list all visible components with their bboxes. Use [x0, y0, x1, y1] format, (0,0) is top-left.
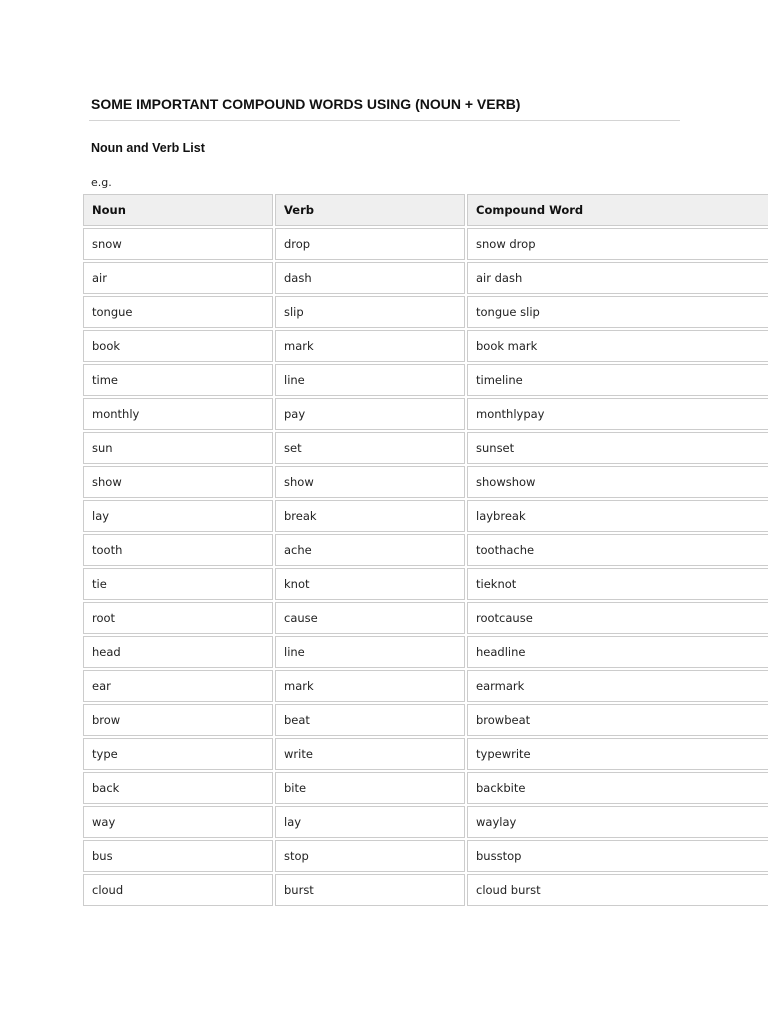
- compound-words-table: [81, 192, 768, 908]
- compound-word-cell: showshow: [467, 466, 768, 498]
- compound-word-cell: sunset: [467, 432, 768, 464]
- document-title: SOME IMPORTANT COMPOUND WORDS USING (NOUN + VERB): [91, 96, 521, 112]
- table-row: [83, 738, 768, 770]
- verb-cell: beat: [275, 704, 465, 736]
- noun-cell: type: [83, 738, 273, 770]
- noun-cell: monthly: [83, 398, 273, 430]
- table-row: [83, 296, 768, 328]
- verb-cell: mark: [275, 330, 465, 362]
- compound-word-cell: timeline: [467, 364, 768, 396]
- noun-cell: bus: [83, 840, 273, 872]
- noun-cell: lay: [83, 500, 273, 532]
- compound-word-cell: toothache: [467, 534, 768, 566]
- verb-cell: lay: [275, 806, 465, 838]
- compound-word-cell: tieknot: [467, 568, 768, 600]
- table-row: [83, 806, 768, 838]
- compound-word-cell: browbeat: [467, 704, 768, 736]
- table-row: [83, 330, 768, 362]
- table-row: [83, 364, 768, 396]
- title-divider: [89, 120, 680, 121]
- noun-cell: snow: [83, 228, 273, 260]
- compound-word-cell: book mark: [467, 330, 768, 362]
- verb-cell: slip: [275, 296, 465, 328]
- table-row: [83, 228, 768, 260]
- noun-cell: root: [83, 602, 273, 634]
- example-label: e.g.: [91, 176, 112, 189]
- noun-cell: book: [83, 330, 273, 362]
- noun-cell: head: [83, 636, 273, 668]
- column-header-verb: Verb: [275, 194, 465, 226]
- noun-cell: air: [83, 262, 273, 294]
- verb-cell: pay: [275, 398, 465, 430]
- table-row: [83, 500, 768, 532]
- compound-word-cell: monthlypay: [467, 398, 768, 430]
- table-header-row: [83, 194, 768, 226]
- table-row: [83, 534, 768, 566]
- compound-word-cell: laybreak: [467, 500, 768, 532]
- table-row: [83, 568, 768, 600]
- noun-cell: time: [83, 364, 273, 396]
- verb-cell: ache: [275, 534, 465, 566]
- noun-cell: show: [83, 466, 273, 498]
- verb-cell: break: [275, 500, 465, 532]
- noun-cell: tie: [83, 568, 273, 600]
- verb-cell: line: [275, 636, 465, 668]
- compound-word-cell: snow drop: [467, 228, 768, 260]
- verb-cell: mark: [275, 670, 465, 702]
- compound-word-cell: typewrite: [467, 738, 768, 770]
- table-row: [83, 874, 768, 906]
- table-row: [83, 432, 768, 464]
- noun-cell: way: [83, 806, 273, 838]
- table-row: [83, 602, 768, 634]
- table-row: [83, 466, 768, 498]
- table-row: [83, 704, 768, 736]
- verb-cell: set: [275, 432, 465, 464]
- compound-word-cell: cloud burst: [467, 874, 768, 906]
- verb-cell: bite: [275, 772, 465, 804]
- verb-cell: show: [275, 466, 465, 498]
- verb-cell: cause: [275, 602, 465, 634]
- table-row: [83, 398, 768, 430]
- compound-word-cell: waylay: [467, 806, 768, 838]
- verb-cell: drop: [275, 228, 465, 260]
- table-row: [83, 840, 768, 872]
- column-header-noun: Noun: [83, 194, 273, 226]
- table-row: [83, 772, 768, 804]
- noun-cell: back: [83, 772, 273, 804]
- table-row: [83, 670, 768, 702]
- verb-cell: burst: [275, 874, 465, 906]
- compound-word-cell: air dash: [467, 262, 768, 294]
- table-row: [83, 262, 768, 294]
- compound-word-cell: backbite: [467, 772, 768, 804]
- column-header-compound-word: Compound Word: [467, 194, 768, 226]
- verb-cell: write: [275, 738, 465, 770]
- noun-cell: ear: [83, 670, 273, 702]
- noun-cell: brow: [83, 704, 273, 736]
- verb-cell: knot: [275, 568, 465, 600]
- compound-word-cell: tongue slip: [467, 296, 768, 328]
- compound-word-cell: earmark: [467, 670, 768, 702]
- noun-cell: sun: [83, 432, 273, 464]
- table-row: [83, 636, 768, 668]
- verb-cell: line: [275, 364, 465, 396]
- verb-cell: stop: [275, 840, 465, 872]
- compound-word-cell: headline: [467, 636, 768, 668]
- verb-cell: dash: [275, 262, 465, 294]
- section-heading: Noun and Verb List: [91, 141, 205, 155]
- noun-cell: tooth: [83, 534, 273, 566]
- compound-word-cell: busstop: [467, 840, 768, 872]
- noun-cell: cloud: [83, 874, 273, 906]
- compound-word-cell: rootcause: [467, 602, 768, 634]
- noun-cell: tongue: [83, 296, 273, 328]
